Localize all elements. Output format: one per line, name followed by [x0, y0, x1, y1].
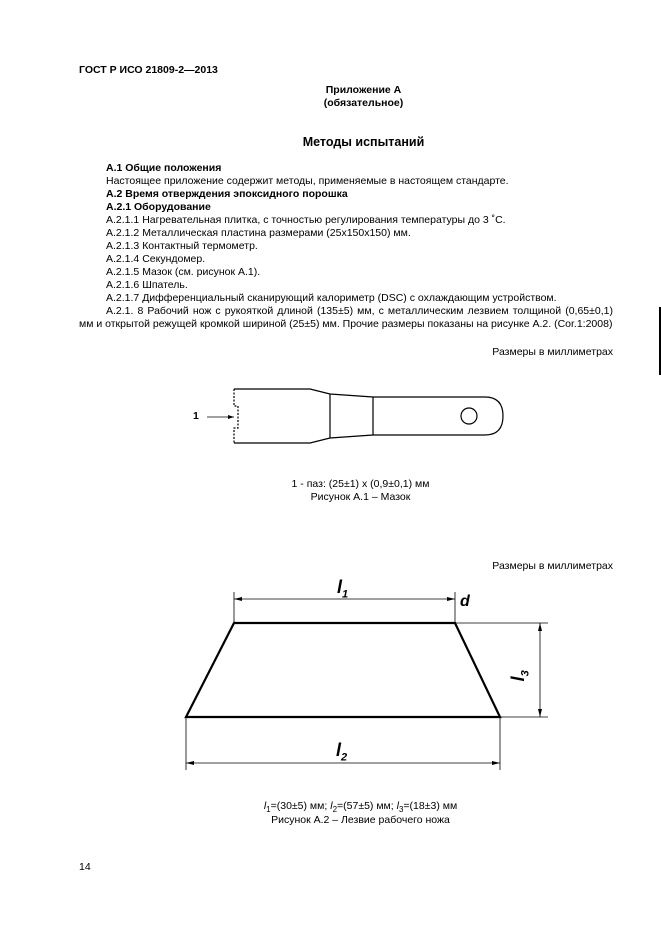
label-l2: $l_2$	[336, 740, 348, 764]
section-title: Методы испытаний	[302, 135, 425, 149]
figure-a2-drawing	[175, 570, 550, 780]
document-code: ГОСТ Р ИСО 21809-2—2013	[79, 64, 218, 76]
text-line: А.2.1.6 Шпатель.	[106, 279, 188, 291]
heading-a2: А.2 Время отверждения эпоксидного порошка	[106, 188, 348, 200]
appendix-subtitle: (обязательное)	[323, 97, 404, 109]
paragraph-a218: А.2.1. 8 Рабочий нож с рукояткой длиной (135±5) мм, с металлическим лезвием толщиной (0,65±0,1) мм и открытой режущей кромкой шириной (25±5) мм. Прочие размеры показаны на рисунке А.2. (Cor.1:2008)	[79, 305, 613, 330]
figure-a1-callout: 1	[193, 410, 199, 422]
label-d: d	[460, 593, 470, 610]
text-line: А.2.1.7 Дифференциальный сканирующий калориметр (DSC) с охлаждающим устройством.	[106, 292, 557, 304]
heading-a21: А.2.1 Оборудование	[106, 201, 211, 213]
label-l1: $l_1$	[337, 577, 349, 601]
figure-a1-legend: 1 - паз: (25±1) х (0,9±0,1) мм	[291, 478, 430, 490]
text-line: А.2.1.5 Мазок (см. рисунок А.1).	[106, 266, 261, 278]
appendix-title: Приложение А	[325, 84, 402, 96]
figure-a2-caption: Рисунок А.2 – Лезвие рабочего ножа	[271, 814, 450, 826]
page-number: 14	[79, 861, 91, 873]
label-l3: $l_3$	[507, 670, 532, 682]
heading-a1: А.1 Общие положения	[106, 162, 222, 174]
text-line: А.2.1.3 Контактный термометр.	[106, 240, 258, 252]
figure-a1-drawing	[185, 380, 510, 450]
text-line: А.2.1.4 Секундомер.	[106, 253, 206, 265]
text-line: А.2.1.1 Нагревательная плитка, с точностью регулирования температуры до 3 ˚С.	[106, 214, 506, 226]
text-line: А.2.1.2 Металлическая пластина размерами (25х150х150) мм.	[106, 227, 411, 239]
dimensions-note: Размеры в миллиметрах	[492, 346, 613, 358]
dimensions-note: Размеры в миллиметрах	[492, 560, 613, 572]
figure-a2-legend: $l_1=(30\pm 5)$ мм; $l_2=(57\pm 5)$ мм; $l_3=(18\pm 3)$ мм	[263, 800, 458, 815]
figure-a1-caption: Рисунок А.1 – Мазок	[310, 491, 411, 503]
text-line: Настоящее приложение содержит методы, применяемые в настоящем стандарте.	[106, 175, 509, 187]
